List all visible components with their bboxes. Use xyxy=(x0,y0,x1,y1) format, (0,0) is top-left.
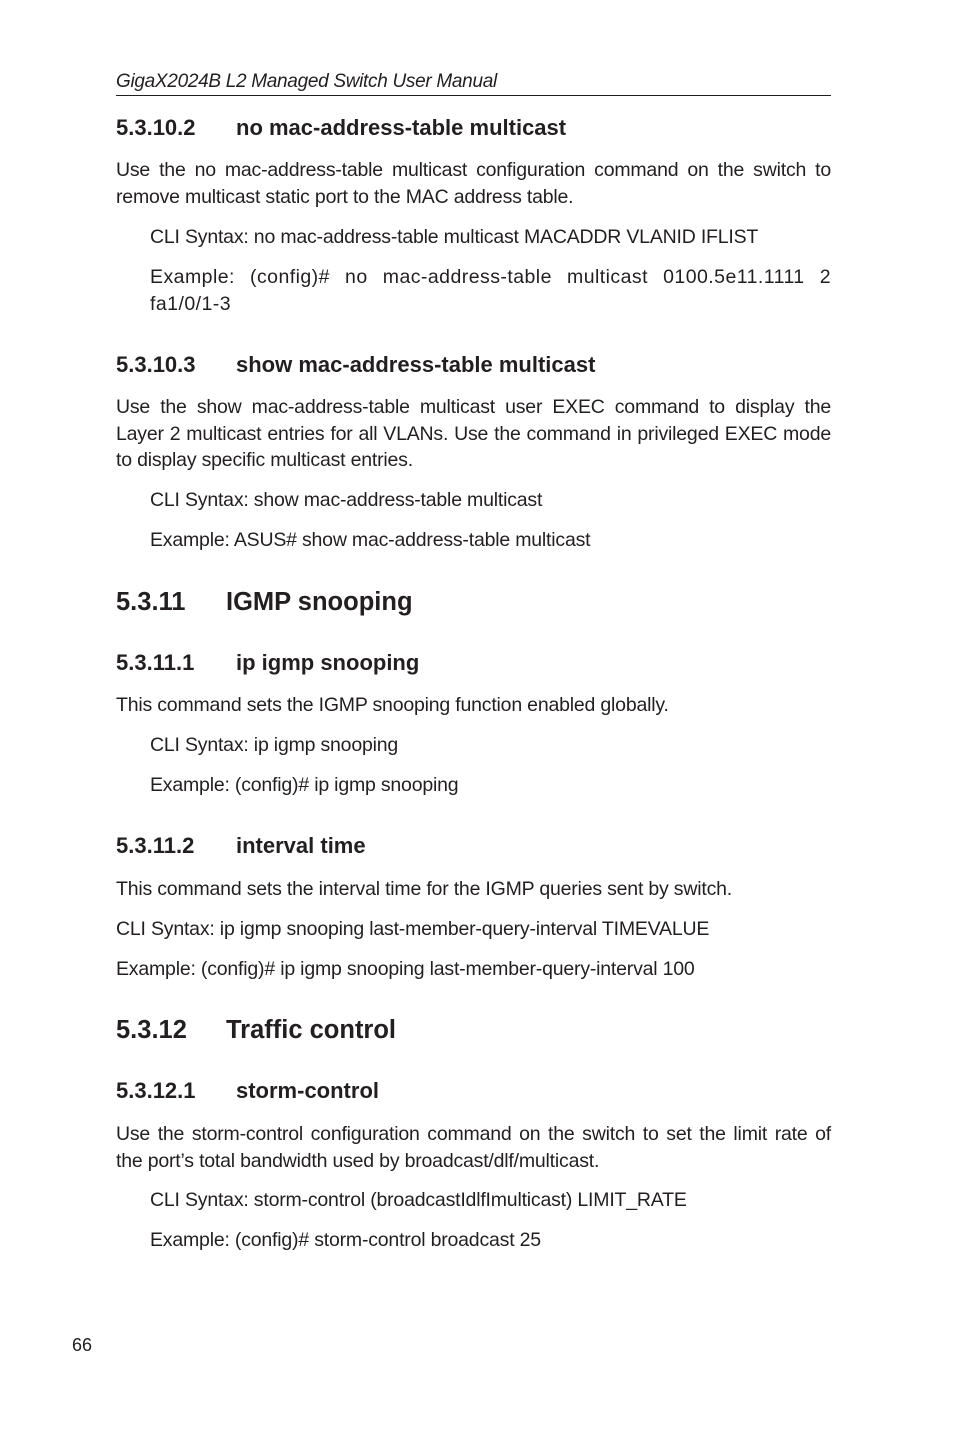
section-number: 5.3.11 xyxy=(116,588,186,616)
section-description: This command sets the interval time for the IGMP queries sent by switch. xyxy=(116,878,732,900)
section-number: 5.3.11.2 xyxy=(116,833,195,858)
section-heading-5-3-12-1 xyxy=(116,1077,379,1105)
section-title: IGMP snooping xyxy=(226,588,413,616)
cli-syntax: CLI Syntax: no mac-address-table multicast MACADDR VLANID IFLIST xyxy=(150,226,759,248)
cli-syntax: CLI Syntax: show mac-address-table multicast xyxy=(150,489,543,511)
cli-example: Example: ASUS# show mac-address-table multicast xyxy=(150,529,591,551)
cli-syntax: CLI Syntax: storm-control (broadcastIdlfImulticast) LIMIT_RATE xyxy=(150,1189,687,1211)
cli-example: Example: (config)# no mac-address-table multicast 0100.5e11.1111 2 fa1/0/1-3 xyxy=(150,266,831,315)
section-title: Traffic control xyxy=(226,1016,397,1044)
section-description: Use the storm-control configuration command on the switch to set the limit rate of the port’s total bandwidth used by broadcast/dlf/multicast. xyxy=(116,1123,831,1172)
section-title: no mac-address-table multicast xyxy=(236,115,567,140)
section-number: 5.3.10.3 xyxy=(116,352,196,377)
section-number: 5.3.12 xyxy=(116,1016,187,1044)
cli-example: Example: (config)# ip igmp snooping last-member-query-interval 100 xyxy=(116,958,695,980)
cli-syntax: CLI Syntax: ip igmp snooping last-member-query-interval TIMEVALUE xyxy=(116,918,710,940)
section-title: ip igmp snooping xyxy=(236,650,420,675)
section-description: Use the show mac-address-table multicast user EXEC command to display the Layer 2 multicast entries for all VLANs. Use the command in privileged EXEC mode to display specific multicast entries. xyxy=(116,396,831,471)
section-heading-5-3-10-3 xyxy=(116,351,595,379)
section-title: show mac-address-table multicast xyxy=(236,352,596,377)
section-heading-5-3-11 xyxy=(116,587,413,617)
cli-example: Example: (config)# storm-control broadcast 25 xyxy=(150,1229,541,1251)
section-heading-5-3-11-1 xyxy=(116,649,419,677)
cli-example: Example: (config)# ip igmp snooping xyxy=(150,774,459,796)
section-title: storm-control xyxy=(236,1078,379,1103)
section-heading-5-3-12 xyxy=(116,1015,396,1045)
running-header: GigaX2024B L2 Managed Switch User Manual xyxy=(116,70,831,96)
section-description: This command sets the IGMP snooping function enabled globally. xyxy=(116,694,669,716)
page-number: 66 xyxy=(72,1335,93,1355)
section-number: 5.3.12.1 xyxy=(116,1078,196,1103)
section-heading-5-3-10-2 xyxy=(116,114,566,142)
section-title: interval time xyxy=(236,833,366,858)
section-number: 5.3.11.1 xyxy=(116,650,195,675)
cli-syntax: CLI Syntax: ip igmp snooping xyxy=(150,734,399,756)
section-description: Use the no mac-address-table multicast configuration command on the switch to remove multicast static port to the MAC address table. xyxy=(116,159,831,208)
section-heading-5-3-11-2 xyxy=(116,832,366,860)
section-number: 5.3.10.2 xyxy=(116,115,196,140)
